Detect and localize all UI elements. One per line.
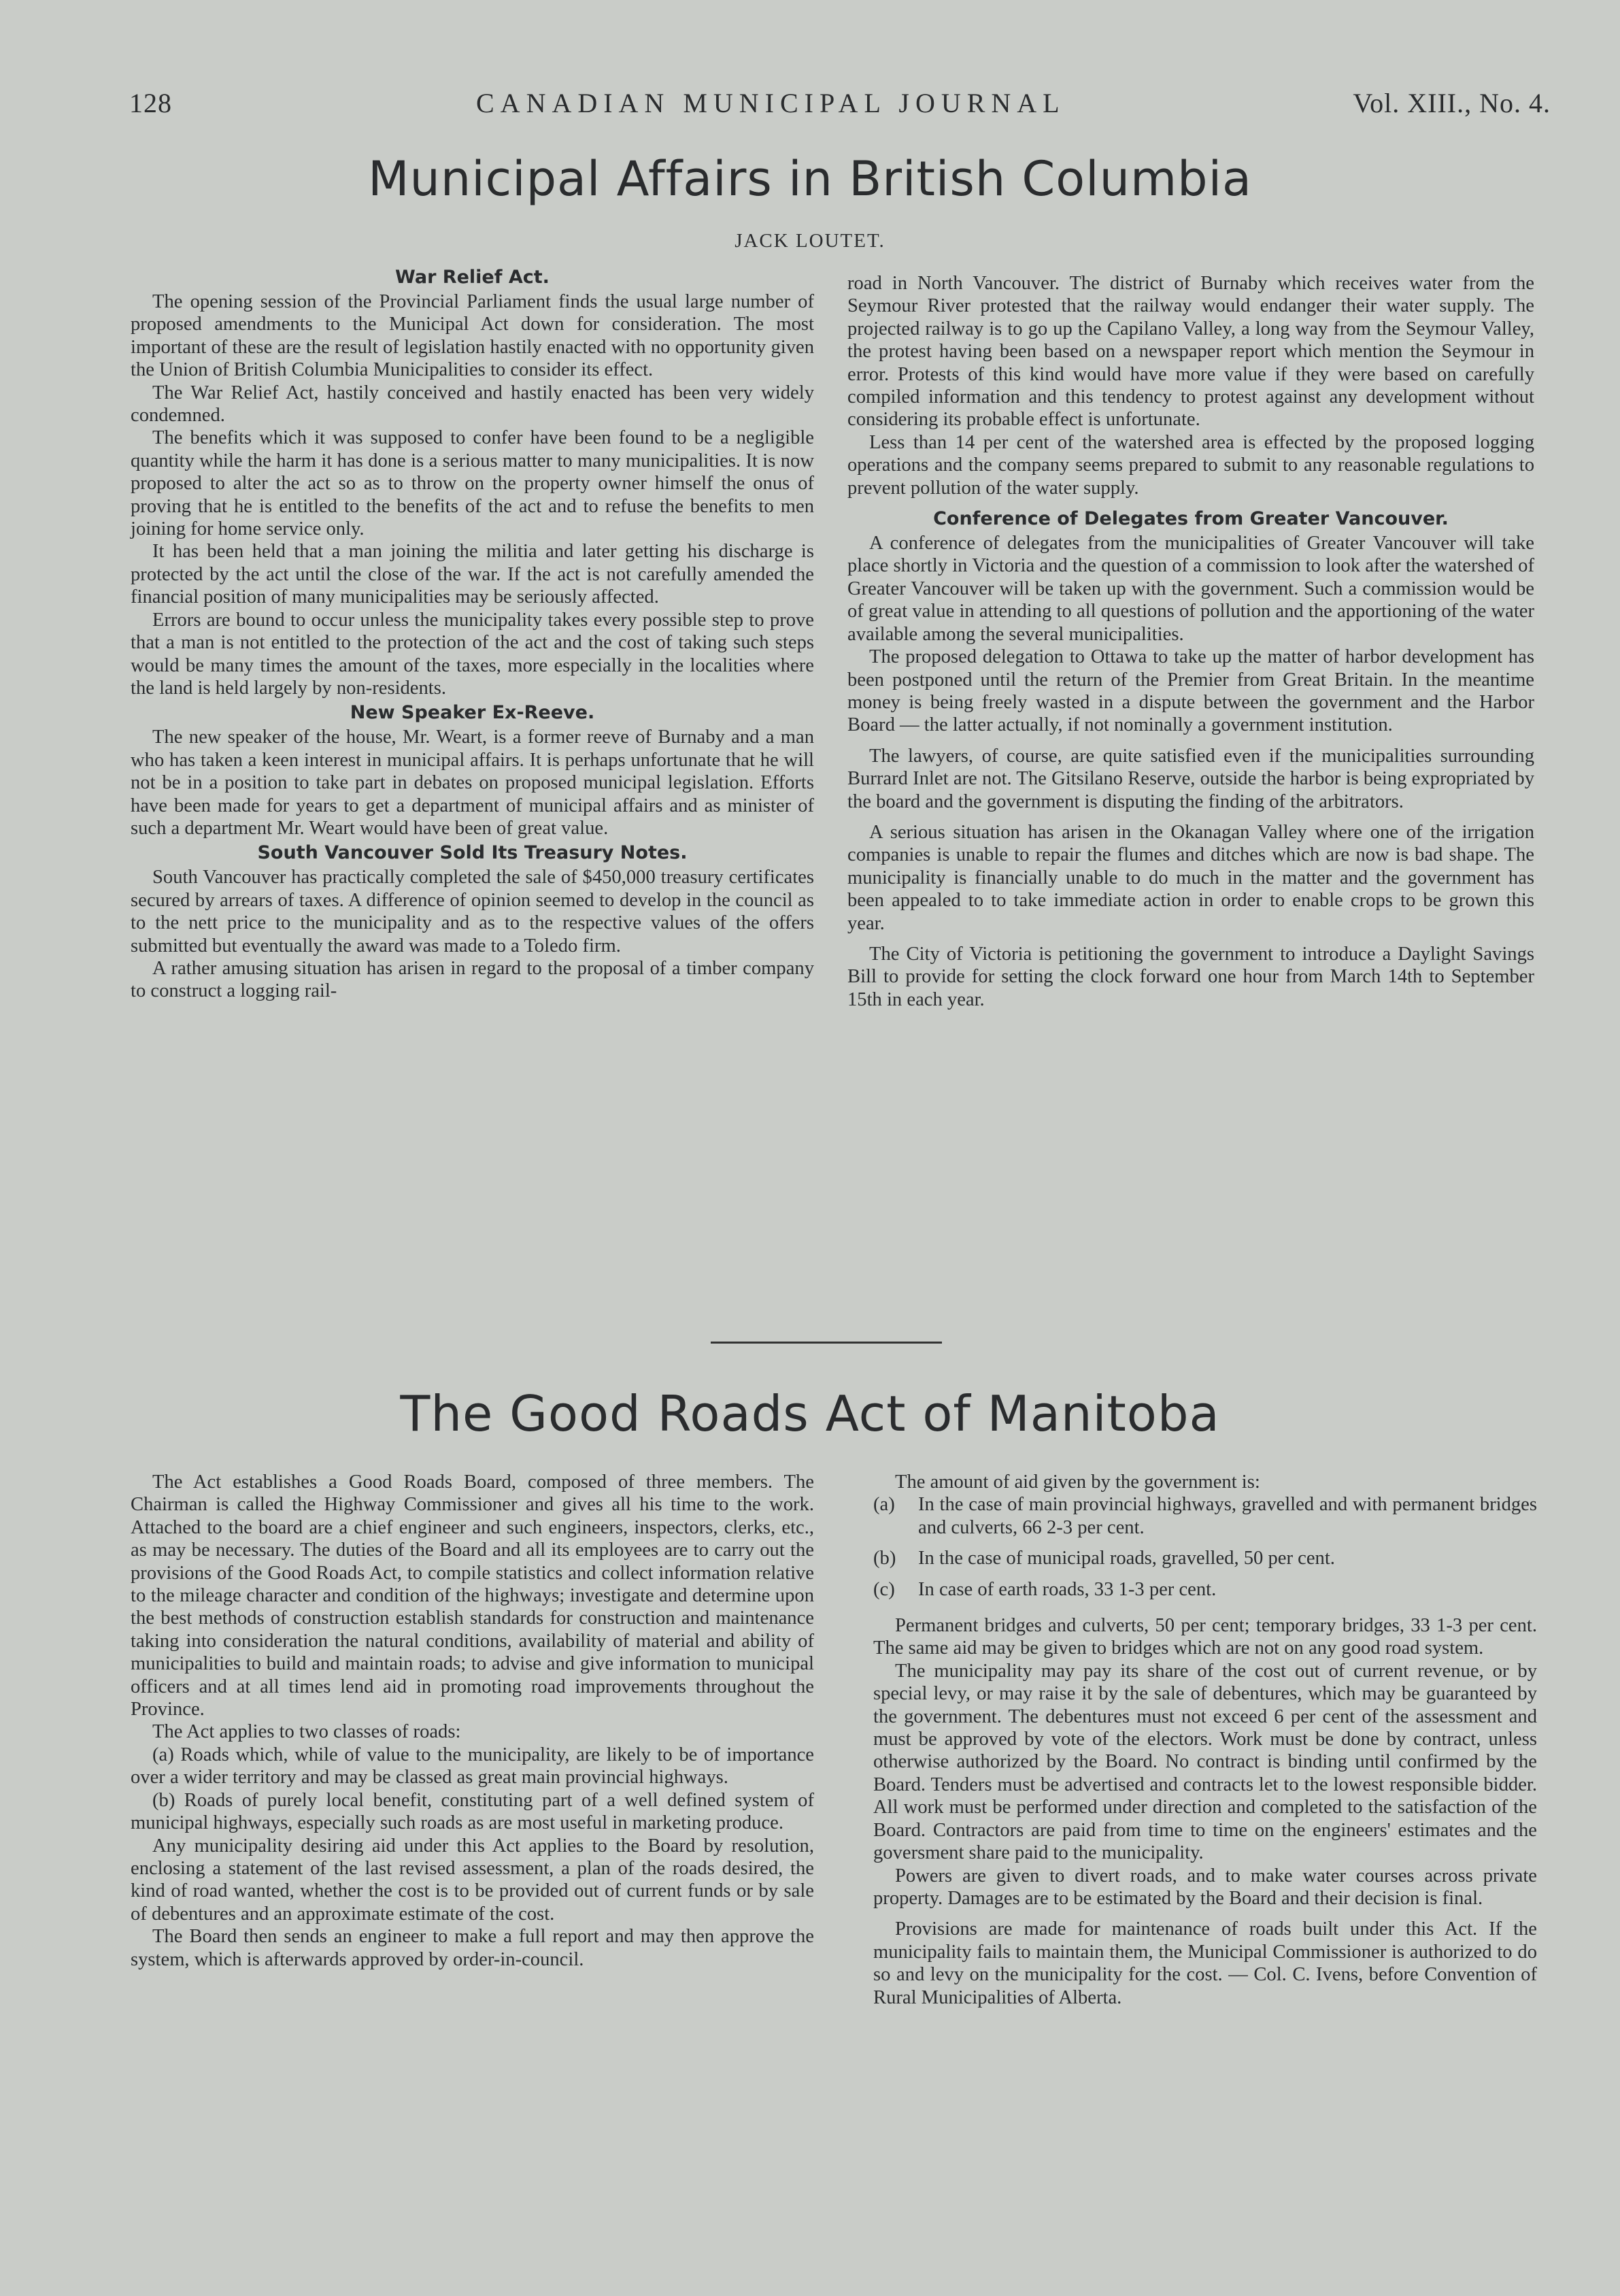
paragraph: The Act establishes a Good Roads Board, composed of three members. The Chairman is called the Highway Commissioner and gives all his time to the work. Attached to the board are a chief engineer and such engineers, inspectors, clerks, etc., as may be necessary. The duties of the Board and all its employees are to carry out the provisions of the Good Roads Act, to compile statistics and collect information relative to the mileage character and condition of the highways; investigate and determine upon the best methods of construction establish standards for construction and maintenance taking into consideration the natural conditions, availability of material and ability of municipalities to build and maintain roads; to advise and give information to municipal officers and at all times lend aid in promoting road improvements throughout the Province.	[131, 1471, 814, 1720]
paragraph: The War Relief Act, hastily conceived and hastily enacted has been very widely condemned.	[131, 382, 814, 427]
paragraph: The proposed delegation to Ottawa to take up the matter of harbor development has been postponed until the return of the Premier from Great Britain. In the meantime money is being freely wasted in a dispute between the government and the Harbor Board — the latter actually, if not nominally a government institution.	[847, 646, 1534, 736]
list-label: (b)	[873, 1548, 896, 1569]
journal-name: CANADIAN MUNICIPAL JOURNAL	[476, 88, 1066, 118]
section-heading: New Speaker Ex-Reeve.	[350, 702, 595, 724]
paragraph: Permanent bridges and culverts, 50 per cent; temporary bridges, 33 1-3 per cent. The same aid may be given to bridges which are not on any good road system.	[873, 1615, 1537, 1659]
paragraph: road in North Vancouver. The district of Burnaby which receives water from the Seymour River protested that the railway would endanger their water supply. The projected railway is to go up the Capilano Valley, a long way from the Seymour Valley, the protest having been based on a newspaper report which mention the Seymour in error. Protests of this kind would have more value if they were based on carefully compiled information and this tendency to protest against any development without considering its probable effect is unfortunate.	[847, 273, 1534, 431]
list-item	[873, 1547, 1537, 1569]
list-item	[873, 1493, 1537, 1539]
article2-column-right	[873, 1471, 1537, 2009]
article-title-bc: Municipal Affairs in British Columbia	[368, 151, 1252, 207]
article-title-manitoba: The Good Roads Act of Manitoba	[400, 1385, 1220, 1442]
article-byline: JACK LOUTET.	[735, 230, 885, 252]
article2-column-left	[131, 1471, 814, 1971]
list-label: (c)	[873, 1578, 895, 1600]
paragraph: The lawyers, of course, are quite satisfied even if the municipalities surrounding Burrard Inlet are not. The Gitsilano Reserve, outside the harbor is being expropriated by the board and the government is disputing the finding of the arbitrators.	[847, 745, 1534, 812]
paragraph: Powers are given to divert roads, and to make water courses across private property. Damages are to be estimated by the Board and their decision is final.	[873, 1865, 1537, 1909]
paragraph: (a) Roads which, while of value to the municipality, are likely to be of importance over a wider territory and may be classed as great main provincial highways.	[131, 1744, 814, 1788]
paragraph: The benefits which it was supposed to confer have been found to be a negligible quantity while the harm it has done is a serious matter to many municipalities. It is now proposed to alter the act so as to throw on the property owner himself the onus of proving that he is entitled to the benefits of the act and to refuse the benefits to men joining for home service only.	[131, 427, 814, 540]
list-text: In case of earth roads, 33 1-3 per cent.	[918, 1578, 1217, 1600]
section-heading: Conference of Delegates from Greater Vancouver.	[933, 508, 1449, 530]
article-divider	[711, 1342, 942, 1344]
paragraph: It has been held that a man joining the militia and later getting his discharge is protected by the act until the close of the war. If the act is not carefully amended the financial position of many municipalities may be seriously affected.	[131, 541, 814, 608]
list-text: In the case of municipal roads, gravelled, 50 per cent.	[918, 1548, 1335, 1569]
volume-number: Vol. XIII., No. 4.	[1353, 88, 1551, 118]
paragraph: The opening session of the Provincial Parliament finds the usual large number of proposed amendments to the Municipal Act down for consideration. The most important of these are the result of legislation hastily enacted with no opportunity given the Union of British Columbia Municipalities to consider its effect.	[131, 291, 814, 381]
list-label: (a)	[873, 1494, 895, 1516]
section-heading: South Vancouver Sold Its Treasury Notes.	[257, 842, 688, 864]
paragraph: South Vancouver has practically completed the sale of $450,000 treasury certificates secured by arrears of taxes. A difference of opinion seemed to develop in the council as to the nett price to the municipality and as to the respective values of the offers submitted but eventually the award was made to a Toledo firm.	[131, 867, 814, 956]
paragraph: The Act applies to two classes of roads:	[152, 1721, 461, 1743]
running-header	[129, 87, 1551, 128]
paragraph: Less than 14 per cent of the watershed area is effected by the proposed logging operations and the company seems prepared to submit to any reasonable regulations to prevent pollution of the water supply.	[847, 431, 1534, 499]
list-item	[873, 1578, 1537, 1601]
paragraph: (b) Roads of purely local benefit, constituting part of a well defined system of municipal highways, especially such roads as are most useful in marketing produce.	[131, 1789, 814, 1834]
article1-column-left	[131, 264, 814, 1003]
paragraph: Any municipality desiring aid under this Act applies to the Board by resolution, enclosing a statement of the last revised assessment, a plan of the roads desired, the kind of road wanted, whether the cost is to be provided out of current funds or by sale of debentures and an approximate estimate of the cost.	[131, 1835, 814, 1925]
paragraph: The Board then sends an engineer to make a full report and may then approve the system, which is afterwards approved by order-in-council.	[131, 1926, 814, 1970]
paragraph: The City of Victoria is petitioning the government to introduce a Daylight Savings Bill to provide for setting the clock forward one hour from March 14th to September 15th in each year.	[847, 943, 1534, 1010]
paragraph: The amount of aid given by the government is:	[895, 1471, 1260, 1493]
article1-column-right	[847, 272, 1534, 1011]
paragraph: The new speaker of the house, Mr. Weart, is a former reeve of Burnaby and a man who has taken a keen interest in municipal affairs. It is perhaps unfortunate that he will not be in a position to take part in debates on proposed municipal legislation. Efforts have been made for years to get a department of municipal affairs and as minister of such a department Mr. Weart would have been of great value.	[131, 727, 814, 839]
paragraph: The municipality may pay its share of the cost out of current revenue, or by special levy, or may raise it by the sale of debentures, which may be guaranteed by the government. The debentures must not exceed 6 per cent of the assessment and must be approved by vote of the electors. Work must be done by contract, unless otherwise authorized by the Board. No contract is binding until confirmed by the Board. Tenders must be advertised and contracts let to the lowest responsible bidder. All work must be performed under direction and completed to the satisfaction of the Board. Contractors are paid from time to time on the engineers' estimates and the goversment share paid to the municipality.	[873, 1660, 1537, 1864]
paragraph: Provisions are made for maintenance of roads built under this Act. If the municipality fails to maintain them, the Municipal Commissioner is authorized to do so and levy on the municipality for the cost. — Col. C. Ivens, before Convention of Rural Municipalities of Alberta.	[873, 1918, 1537, 2008]
page-number: 128	[129, 88, 172, 118]
paragraph: A serious situation has arisen in the Okanagan Valley where one of the irrigation companies is unable to repair the flumes and ditches which are now is bad shape. The municipality is financially unable to do much in the matter and the government has been appealed to to take immediate action in order to enable crops to be grown this year.	[847, 821, 1534, 934]
list-text: In the case of main provincial highways, gravelled and with permanent bridges and culverts, 66 2-3 per cent.	[918, 1494, 1537, 1538]
paragraph: A rather amusing situation has arisen in regard to the proposal of a timber company to construct a logging rail-	[131, 957, 814, 1002]
section-heading: War Relief Act.	[395, 267, 550, 288]
paragraph: A conference of delegates from the municipalities of Greater Vancouver will take place shortly in Victoria and the question of a commission to look after the watershed of Greater Vancouver will be taken up with the government. Such a commission would be of great value in attending to all questions of pollution and the apportioning of the water available among the several municipalities.	[847, 533, 1534, 645]
paragraph: Errors are bound to occur unless the municipality takes every possible step to prove that a man is not entitled to the protection of the act and the cost of taking such steps would be many times the amount of the taxes, more especially in the localities where the land is held largely by non-residents.	[131, 609, 814, 699]
